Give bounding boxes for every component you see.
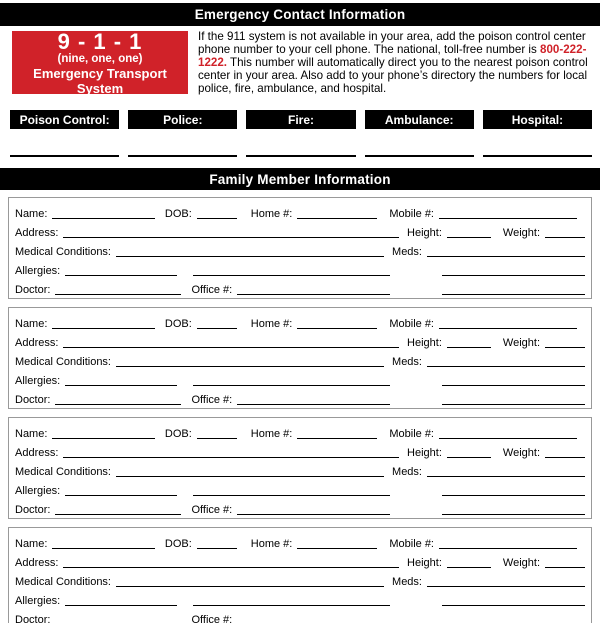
address-label: Address: (15, 447, 59, 459)
doctor-label: Doctor: (15, 504, 51, 516)
home-phone-blank-line (297, 438, 377, 439)
doctor-label: Doctor: (15, 284, 51, 296)
office-phone-blank-line (237, 294, 390, 295)
weight-blank-line (545, 567, 585, 568)
address-blank-line (63, 237, 399, 238)
medical-conditions-label: Medical Conditions: (15, 466, 111, 478)
name-blank-line (52, 218, 154, 219)
home-phone-label: Home #: (250, 208, 293, 220)
mobile-phone-label: Mobile #: (389, 318, 434, 330)
medical-conditions-blank-line (116, 476, 384, 477)
contact-label-text: Ambulance: (384, 112, 454, 127)
row-medical-meds (15, 239, 585, 258)
row-allergies (15, 258, 585, 277)
office-phone-label: Office #: (191, 504, 233, 516)
contact-blank-line-ambulance (365, 155, 474, 157)
mobile-phone-label: Mobile #: (389, 428, 434, 440)
family-member-box-4 (8, 527, 592, 623)
family-member-box-2 (8, 307, 592, 409)
allergies-label: Allergies: (15, 485, 61, 497)
row-doctor-office (15, 277, 585, 296)
dob-label: DOB: (164, 318, 192, 330)
call-911-box (12, 28, 188, 96)
home-phone-blank-line (297, 548, 377, 549)
name-label: Name: (15, 318, 48, 330)
medical-conditions-label: Medical Conditions: (15, 246, 111, 258)
dob-blank-line (197, 438, 237, 439)
allergies-continuation-blank-line (193, 275, 390, 276)
allergies-blank-line (65, 495, 177, 496)
contact-label-text: Poison Control: (19, 112, 110, 127)
office-phone-label: Office #: (191, 394, 233, 406)
family-member-header-bar (0, 168, 600, 190)
home-phone-label: Home #: (250, 318, 293, 330)
poison-control-phone-number: 800-222-1222. (198, 42, 587, 69)
allergies-blank-line (65, 385, 177, 386)
mobile-phone-blank-line (439, 438, 577, 439)
office-phone-blank-line (237, 514, 390, 515)
family-member-boxes (8, 197, 592, 623)
home-phone-blank-line (297, 328, 377, 329)
name-blank-line (52, 548, 154, 549)
poison-control-info-paragraph (198, 31, 598, 96)
weight-blank-line (545, 457, 585, 458)
weight-label: Weight: (502, 227, 540, 239)
contact-label-text: Hospital: (511, 112, 564, 127)
row-address-height-weight (15, 330, 585, 349)
medical-conditions-blank-line (116, 366, 384, 367)
weight-blank-line (545, 237, 585, 238)
row-doctor-office (15, 607, 585, 623)
family-member-box-1 (8, 197, 592, 299)
doctor-blank-line (55, 514, 181, 515)
office-phone-label: Office #: (191, 614, 233, 623)
name-label: Name: (15, 428, 48, 440)
meds-continuation-blank-line-2 (442, 294, 585, 295)
allergies-label: Allergies: (15, 265, 61, 277)
address-blank-line (63, 347, 399, 348)
meds-continuation-blank-line (442, 385, 585, 386)
address-blank-line (63, 457, 399, 458)
name-label: Name: (15, 538, 48, 550)
mobile-phone-blank-line (439, 328, 577, 329)
height-label: Height: (407, 227, 442, 239)
doctor-label: Doctor: (15, 394, 51, 406)
home-phone-blank-line (297, 218, 377, 219)
allergies-label: Allergies: (15, 375, 61, 387)
contact-blank-line-fire (246, 155, 355, 157)
meds-blank-line (427, 586, 585, 587)
row-address-height-weight (15, 220, 585, 239)
height-blank-line (447, 567, 491, 568)
emergency-contacts-label-row (10, 110, 592, 129)
emergency-contact-header-title: Emergency Contact Information (194, 7, 406, 22)
info-text-before: If the 911 system is not available in your area, add the poison control center phone number to your cell phone. The national, toll-free number is (198, 30, 586, 56)
name-blank-line (52, 328, 154, 329)
medical-conditions-label: Medical Conditions: (15, 576, 111, 588)
meds-continuation-blank-line-2 (442, 404, 585, 405)
dob-blank-line (197, 548, 237, 549)
weight-label: Weight: (502, 447, 540, 459)
row-medical-meds (15, 349, 585, 368)
family-member-box-3 (8, 417, 592, 519)
mobile-phone-blank-line (439, 548, 577, 549)
height-blank-line (447, 457, 491, 458)
row-allergies (15, 368, 585, 387)
911-phonetic: (nine, one, one) (57, 52, 143, 65)
meds-label: Meds: (392, 356, 422, 368)
home-phone-label: Home #: (250, 538, 293, 550)
contact-label-poison-control (10, 110, 119, 129)
address-label: Address: (15, 337, 59, 349)
doctor-blank-line (55, 294, 181, 295)
allergies-blank-line (65, 605, 177, 606)
height-label: Height: (407, 337, 442, 349)
row-doctor-office (15, 387, 585, 406)
medical-conditions-blank-line (116, 586, 384, 587)
address-label: Address: (15, 557, 59, 569)
office-phone-label: Office #: (191, 284, 233, 296)
row-medical-meds (15, 569, 585, 588)
mobile-phone-label: Mobile #: (389, 208, 434, 220)
contact-label-text: Fire: (288, 112, 315, 127)
meds-blank-line (427, 256, 585, 257)
row-allergies (15, 478, 585, 497)
emergency-contact-header-bar (0, 3, 600, 26)
contact-blank-line-hospital (483, 155, 592, 157)
allergies-label: Allergies: (15, 595, 61, 607)
dob-label: DOB: (164, 538, 192, 550)
contact-label-fire (246, 110, 355, 129)
row-address-height-weight (15, 550, 585, 569)
dob-blank-line (197, 218, 237, 219)
doctor-blank-line (55, 404, 181, 405)
home-phone-label: Home #: (250, 428, 293, 440)
dob-label: DOB: (164, 428, 192, 440)
name-label: Name: (15, 208, 48, 220)
meds-blank-line (427, 476, 585, 477)
dob-blank-line (197, 328, 237, 329)
contact-label-hospital (483, 110, 592, 129)
medical-conditions-label: Medical Conditions: (15, 356, 111, 368)
meds-label: Meds: (392, 246, 422, 258)
row-name-dob-phones (15, 311, 585, 330)
row-allergies (15, 588, 585, 607)
contact-blank-line-police (128, 155, 237, 157)
office-phone-blank-line (237, 404, 390, 405)
address-label: Address: (15, 227, 59, 239)
height-blank-line (447, 347, 491, 348)
row-name-dob-phones (15, 421, 585, 440)
meds-continuation-blank-line (442, 605, 585, 606)
weight-label: Weight: (502, 557, 540, 569)
address-blank-line (63, 567, 399, 568)
contact-label-ambulance (365, 110, 474, 129)
contact-label-text: Police: (163, 112, 203, 127)
allergies-continuation-blank-line (193, 495, 390, 496)
emergency-contacts-blank-row (10, 155, 592, 157)
row-address-height-weight (15, 440, 585, 459)
family-member-header-title: Family Member Information (209, 171, 391, 187)
contact-blank-line-poison-control (10, 155, 119, 157)
mobile-phone-blank-line (439, 218, 577, 219)
meds-continuation-blank-line (442, 495, 585, 496)
meds-label: Meds: (392, 576, 422, 588)
medical-conditions-blank-line (116, 256, 384, 257)
height-label: Height: (407, 557, 442, 569)
allergies-blank-line (65, 275, 177, 276)
row-name-dob-phones (15, 201, 585, 220)
weight-blank-line (545, 347, 585, 348)
mobile-phone-label: Mobile #: (389, 538, 434, 550)
doctor-label: Doctor: (15, 614, 51, 623)
info-text-after: This number will automatically direct you to the nearest poison control center in your area. Also add to your phone’s directory the numbers for local police, fire, ambulance, and hospital. (198, 55, 588, 95)
height-label: Height: (407, 447, 442, 459)
height-blank-line (447, 237, 491, 238)
meds-label: Meds: (392, 466, 422, 478)
row-doctor-office (15, 497, 585, 516)
meds-blank-line (427, 366, 585, 367)
contact-label-police (128, 110, 237, 129)
meds-continuation-blank-line (442, 275, 585, 276)
allergies-continuation-blank-line (193, 385, 390, 386)
row-name-dob-phones (15, 531, 585, 550)
meds-continuation-blank-line-2 (442, 514, 585, 515)
allergies-continuation-blank-line (193, 605, 390, 606)
row-medical-meds (15, 459, 585, 478)
911-caption: Emergency Transport System (33, 65, 167, 96)
name-blank-line (52, 438, 154, 439)
dob-label: DOB: (164, 208, 192, 220)
weight-label: Weight: (502, 337, 540, 349)
911-number: 9 - 1 - 1 (57, 28, 143, 54)
